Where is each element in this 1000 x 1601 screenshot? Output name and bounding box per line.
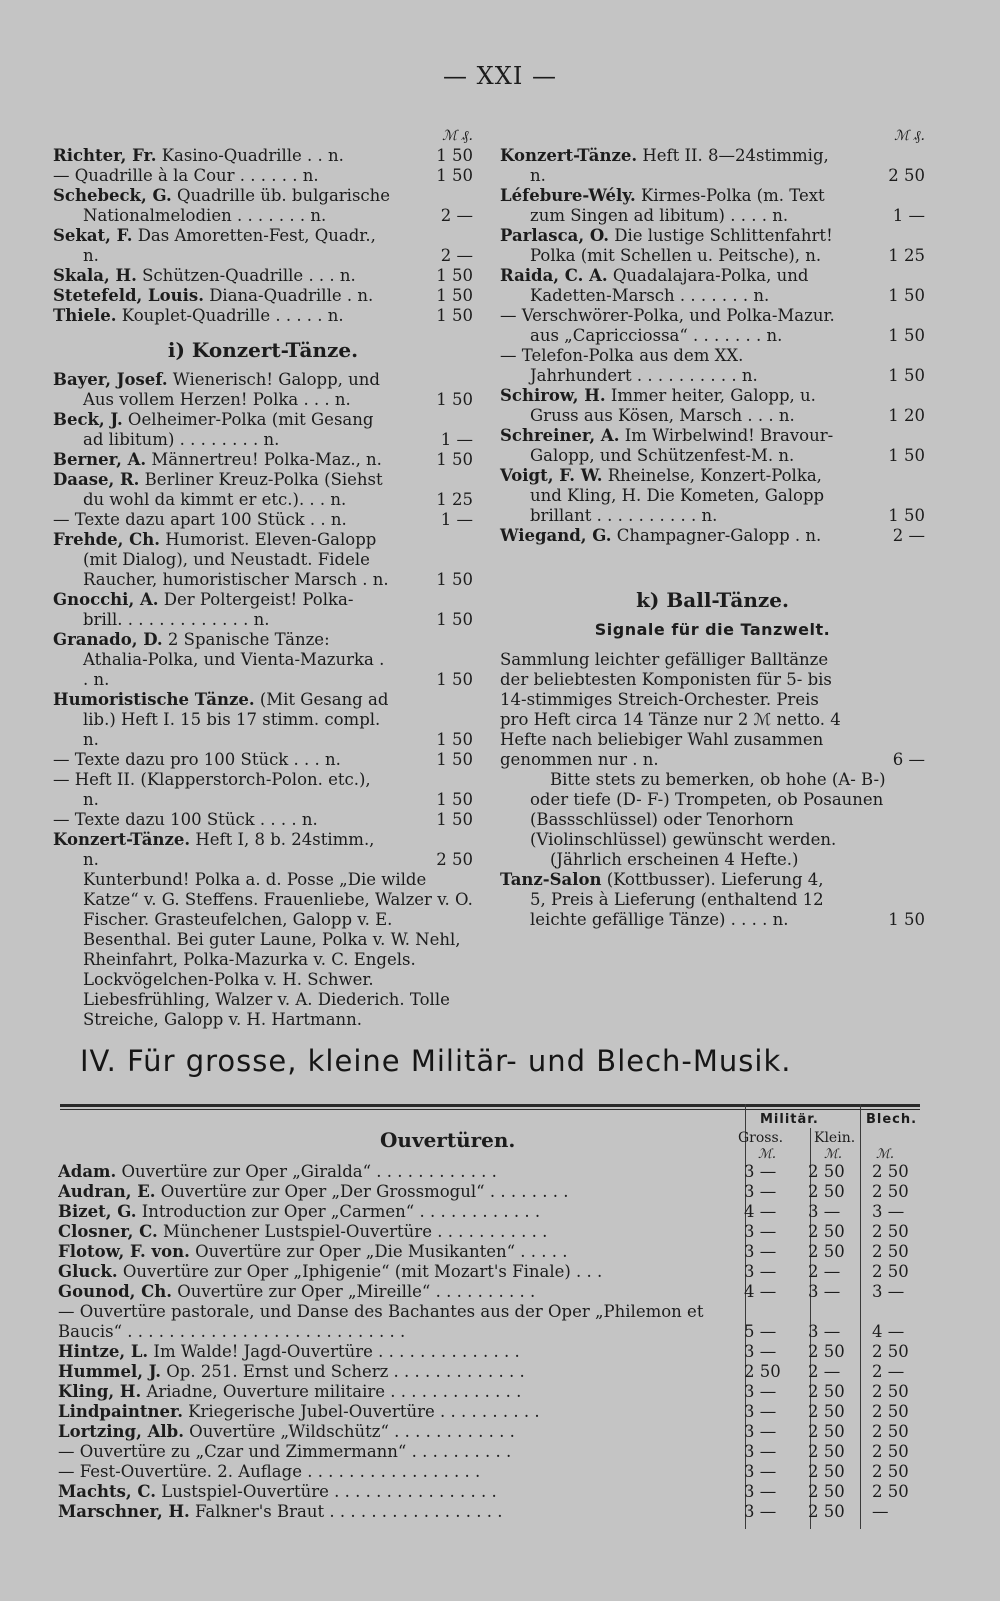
price-blech: 2 50 <box>872 1342 909 1361</box>
entry-name: Stetefeld, Louis. <box>53 286 204 305</box>
price-gross: 3 — <box>744 1162 777 1181</box>
row-title <box>58 1262 728 1282</box>
entry-list-konzert-taenze-cont <box>500 146 925 546</box>
price-klein: 2 50 <box>808 1442 845 1461</box>
entry-text: Immer heiter, Galopp, u. Gruss aus Kösen, Marsch . . . n. <box>530 386 816 425</box>
entry-text: Kasino-Quadrille . . n. <box>156 146 344 165</box>
price-klein: 2 50 <box>808 1462 845 1481</box>
catalog-entry <box>53 146 473 166</box>
ouvertueren-table <box>58 1110 928 1522</box>
entry-price: 1 20 <box>888 406 925 425</box>
catalog-entry <box>53 286 473 306</box>
entry-text: 2 Spanische Tänze: Athalia-Polka, und Vienta-Mazurka . . n. <box>83 630 385 689</box>
price-gross: 4 — <box>744 1202 777 1221</box>
row-title <box>58 1422 728 1442</box>
entry-price: 1 50 <box>436 450 473 469</box>
price-blech: 2 50 <box>872 1462 909 1481</box>
entry-text: Die lustige Schlittenfahrt! Polka (mit Schellen u. Peitsche), n. <box>530 226 833 265</box>
subheader-klein: Klein. <box>814 1130 856 1146</box>
entry-name: Daase, R. <box>53 470 140 489</box>
entry-text: Wienerisch! Galopp, und Aus vollem Herzen! Polka . . . n. <box>83 370 380 409</box>
entry-text: Kirmes-Polka (m. Text zum Singen ad libitum) . . . . n. <box>530 186 825 225</box>
signale-price: 6 — <box>892 750 925 769</box>
table-row <box>58 1262 928 1282</box>
work-title: Ouvertüre zur Oper „Giralda“ . . . . . . . . . . . . <box>116 1162 497 1181</box>
work-title: Ouvertüre „Wildschütz“ . . . . . . . . . . . . <box>183 1422 515 1441</box>
catalog-entry <box>53 530 473 590</box>
entry-name: Konzert-Tänze. <box>500 146 638 165</box>
entry-text: — Texte dazu apart 100 Stück . . n. <box>53 510 347 529</box>
price-blech: 2 50 <box>872 1182 909 1201</box>
entry-price: 2 — <box>440 206 473 225</box>
entry-name: Voigt, F. W. <box>500 466 603 485</box>
catalog-entry <box>53 470 473 510</box>
entry-name: Bayer, Josef. <box>53 370 168 389</box>
entry-name: Tanz-Salon <box>500 870 602 889</box>
group-header-blech: Blech. <box>866 1112 918 1127</box>
entry-price: 1 50 <box>436 266 473 285</box>
price-klein: 2 50 <box>808 1502 845 1521</box>
price-klein: 2 50 <box>808 1342 845 1361</box>
catalog-entry <box>53 510 473 530</box>
catalog-entry <box>53 630 473 690</box>
table-row <box>58 1422 928 1442</box>
catalog-entry <box>500 526 925 546</box>
row-title <box>58 1222 728 1242</box>
catalog-entry <box>500 186 925 226</box>
composer-name: Hummel, J. <box>58 1362 162 1381</box>
entry-price: 1 50 <box>436 670 473 689</box>
entry-price: 2 50 <box>888 166 925 185</box>
entry-name: Parlasca, O. <box>500 226 609 245</box>
entry-text: Quadalajara-Polka, und Kadetten-Marsch . . . . . . . n. <box>530 266 809 305</box>
entry-list-konzert-taenze <box>53 370 473 870</box>
entry-name: Thiele. <box>53 306 117 325</box>
entry-text: — Verschwörer-Polka, und Polka-Mazur. aus „Capricciossa“ . . . . . . . n. <box>500 306 835 345</box>
price-gross: 3 — <box>744 1242 777 1261</box>
row-title <box>58 1302 728 1342</box>
catalog-entry <box>53 410 473 450</box>
entry-text: Rheinelse, Konzert-Polka, und Kling, H. Die Kometen, Galopp brillant . . . . . . . . . . n. <box>530 466 825 525</box>
catalog-entry <box>500 346 925 386</box>
currency-klein: ℳ. <box>824 1147 843 1162</box>
table-row <box>58 1242 928 1262</box>
composer-name: Kling, H. <box>58 1382 142 1401</box>
entry-text: Champagner-Galopp . n. <box>611 526 822 545</box>
entry-name: Richter, Fr. <box>53 146 157 165</box>
row-title <box>58 1482 728 1502</box>
section-iv-title: IV. Für grosse, kleine Militär- und Blech-Musik. <box>80 1044 792 1078</box>
price-blech: 2 50 <box>872 1162 909 1181</box>
work-title: Im Walde! Jagd-Ouvertüre . . . . . . . . . . . . . . <box>148 1342 520 1361</box>
page-number: — XXI — <box>443 62 557 90</box>
price-klein: 2 50 <box>808 1182 845 1201</box>
entry-text: Berliner Kreuz-Polka (Siehst du wohl da kimmt er etc.). . . n. <box>83 470 383 509</box>
entry-name: Berner, A. <box>53 450 147 469</box>
row-title <box>58 1442 728 1462</box>
entry-name: Léfebure-Wély. <box>500 186 636 205</box>
entry-name: Frehde, Ch. <box>53 530 161 549</box>
row-title <box>58 1182 728 1202</box>
catalog-entry <box>53 810 473 830</box>
table-row <box>58 1302 928 1342</box>
table-row <box>58 1162 928 1182</box>
table-row <box>58 1362 928 1382</box>
entry-name: Granado, D. <box>53 630 163 649</box>
table-row <box>58 1462 928 1482</box>
composer-name: Closner, C. <box>58 1222 158 1241</box>
entry-name: Schirow, H. <box>500 386 606 405</box>
price-gross: 3 — <box>744 1262 777 1281</box>
catalog-entry <box>53 770 473 810</box>
price-gross: 3 — <box>744 1422 777 1441</box>
currency-blech: ℳ. <box>876 1147 895 1162</box>
catalog-entry <box>53 306 473 326</box>
entry-text: Im Wirbelwind! Bravour-Galopp, und Schützenfest-M. n. <box>530 426 834 465</box>
catalog-entry <box>53 226 473 266</box>
entry-price: 1 50 <box>888 286 925 305</box>
entry-price: 1 25 <box>436 490 473 509</box>
work-title: Münchener Lustspiel-Ouvertüre . . . . . . . . . . . <box>157 1222 548 1241</box>
entry-name: Beck, J. <box>53 410 123 429</box>
row-title <box>58 1282 728 1302</box>
table-row <box>58 1442 928 1462</box>
price-blech: 2 50 <box>872 1222 909 1241</box>
entry-price: 1 50 <box>436 390 473 409</box>
row-title <box>58 1202 728 1222</box>
entry-price: 1 — <box>440 430 473 449</box>
catalog-entry <box>53 186 473 226</box>
catalog-entry <box>53 690 473 750</box>
price-klein: 2 — <box>808 1362 841 1381</box>
konzert-contents: Kunterbund! Polka a. d. Posse „Die wilde Katze“ v. G. Steffens. Frauenliebe, Walzer v. O. Fischer. Grasteufelchen, Galopp v. E. Besenthal. Bei guter Laune, Polka v. W. Nehl, Rheinfahrt, Polka-Mazurka v. C. Engels. Lockvögelchen-Polka v. H. Schwer. Liebesfrühling, Walzer v. A. Diederich. Tolle Streiche, Galopp v. H. Hartmann. <box>83 870 473 1029</box>
work-title: — Ouvertüre zu „Czar und Zimmermann“ . . . . . . . . . . <box>58 1442 512 1461</box>
composer-name: Adam. <box>58 1162 117 1181</box>
row-title <box>58 1402 728 1422</box>
entry-text: — Telefon-Polka aus dem XX. Jahrhundert . . . . . . . . . . n. <box>500 346 758 385</box>
work-title: Ariadne, Ouverture militaire . . . . . . . . . . . . . <box>141 1382 522 1401</box>
price-blech: 3 — <box>872 1202 905 1221</box>
price-klein: 3 — <box>808 1202 841 1221</box>
entry-price: 1 50 <box>436 750 473 769</box>
price-blech: 2 — <box>872 1362 905 1381</box>
entry-price: 1 50 <box>436 570 473 589</box>
price-gross: 3 — <box>744 1222 777 1241</box>
price-gross: 3 — <box>744 1342 777 1361</box>
work-title: Op. 251. Ernst und Scherz . . . . . . . . . . . . . <box>161 1362 525 1381</box>
catalog-entry <box>53 750 473 770</box>
entry-text: — Quadrille à la Cour . . . . . . n. <box>53 166 319 185</box>
row-title <box>58 1502 728 1522</box>
entry-price: 1 50 <box>436 286 473 305</box>
signale-entry <box>500 650 925 770</box>
price-blech: — <box>872 1502 889 1521</box>
composer-name: Flotow, F. von. <box>58 1242 190 1261</box>
price-klein: 2 50 <box>808 1382 845 1401</box>
entry-name: Schebeck, G. <box>53 186 172 205</box>
entry-text: Das Amoretten-Fest, Quadr., n. <box>83 226 376 265</box>
entry-price: 1 50 <box>436 306 473 325</box>
composer-name: Bizet, G. <box>58 1202 137 1221</box>
entry-price: 1 50 <box>436 730 473 749</box>
entry-text: Der Poltergeist! Polka-brill. . . . . . . . . . . . . n. <box>83 590 354 629</box>
catalog-entry <box>53 266 473 286</box>
price-klein: 2 50 <box>808 1242 845 1261</box>
entry-name: Skala, H. <box>53 266 137 285</box>
composer-name: Gluck. <box>58 1262 118 1281</box>
table-body <box>58 1162 928 1522</box>
work-title: Ouvertüre zur Oper „Der Grossmogul“ . . . . . . . . <box>155 1182 569 1201</box>
entry-name: Gnocchi, A. <box>53 590 159 609</box>
work-title: Ouvertüre zur Oper „Die Musikanten“ . . . . . <box>189 1242 568 1261</box>
work-title: Ouvertüre zur Oper „Iphigenie“ (mit Mozart's Finale) . . . <box>117 1262 603 1281</box>
table-row <box>58 1342 928 1362</box>
price-blech: 2 50 <box>872 1382 909 1401</box>
entry-text: — Texte dazu 100 Stück . . . . n. <box>53 810 318 829</box>
entry-price: 1 25 <box>888 246 925 265</box>
catalog-entry <box>53 370 473 410</box>
entry-text: Männertreu! Polka-Maz., n. <box>146 450 382 469</box>
row-title <box>58 1462 728 1482</box>
entry-price: 2 50 <box>436 850 473 869</box>
row-title <box>58 1162 728 1182</box>
section-title-konzert-taenze: i) Konzert-Tänze. <box>167 338 359 362</box>
table-header <box>58 1110 928 1162</box>
price-gross: 2 50 <box>744 1362 781 1381</box>
price-blech: 2 50 <box>872 1482 909 1501</box>
entry-price: 2 — <box>440 246 473 265</box>
row-title <box>58 1382 728 1402</box>
table-row <box>58 1402 928 1422</box>
table-row <box>58 1182 928 1202</box>
entry-price: 1 50 <box>888 910 925 929</box>
price-blech: 2 50 <box>872 1262 909 1281</box>
entry-price: 1 50 <box>888 506 925 525</box>
price-gross: 3 — <box>744 1402 777 1421</box>
row-title <box>58 1342 728 1362</box>
price-blech: 3 — <box>872 1282 905 1301</box>
price-blech: 2 50 <box>872 1402 909 1421</box>
price-klein: 2 50 <box>808 1422 845 1441</box>
catalog-entry <box>500 266 925 306</box>
table-row <box>58 1502 928 1522</box>
entry-text: Schützen-Quadrille . . . n. <box>136 266 356 285</box>
entry-name: Sekat, F. <box>53 226 133 245</box>
entry-price: 1 50 <box>436 166 473 185</box>
entry-text: Kouplet-Quadrille . . . . . n. <box>116 306 344 325</box>
entry-text: Diana-Quadrille . n. <box>203 286 374 305</box>
group-header-militaer: Militär. <box>760 1112 819 1127</box>
work-title: Kriegerische Jubel-Ouvertüre . . . . . . . . . . <box>182 1402 540 1421</box>
section-title-ball-taenze: k) Ball-Tänze. <box>636 588 789 612</box>
composer-name: Audran, E. <box>58 1182 156 1201</box>
catalog-entry <box>500 306 925 346</box>
entry-name: Wiegand, G. <box>500 526 612 545</box>
entry-text: (Mit Gesang ad lib.) Heft I. 15 bis 17 stimm. compl. n. <box>83 690 389 749</box>
entry-price: 1 50 <box>436 810 473 829</box>
catalog-entry <box>500 226 925 266</box>
catalog-entry <box>53 166 473 186</box>
entry-text: Quadrille üb. bulgarische Nationalmelodien . . . . . . . n. <box>83 186 391 225</box>
price-gross: 5 — <box>744 1322 777 1341</box>
work-title: Falkner's Braut . . . . . . . . . . . . . . . . . <box>189 1502 503 1521</box>
row-title <box>58 1362 728 1382</box>
composer-name: Marschner, H. <box>58 1502 190 1521</box>
entry-name: Schreiner, A. <box>500 426 620 445</box>
right-column <box>500 126 925 930</box>
price-klein: 3 — <box>808 1282 841 1301</box>
composer-name: Lortzing, Alb. <box>58 1422 184 1441</box>
price-blech: 2 50 <box>872 1242 909 1261</box>
price-klein: 2 50 <box>808 1482 845 1501</box>
entry-price: 1 50 <box>436 790 473 809</box>
entry-text: Heft II. 8—24stimmig, n. <box>530 146 829 185</box>
entry-text: Humorist. Eleven-Galopp (mit Dialog), und Neustadt. Fidele Raucher, humoristischer Marsch . n. <box>83 530 389 589</box>
composer-name: Lindpaintner. <box>58 1402 183 1421</box>
composer-name: Hintze, L. <box>58 1342 149 1361</box>
catalog-entry <box>53 450 473 470</box>
row-title <box>58 1242 728 1262</box>
entry-price: 1 50 <box>436 146 473 165</box>
entry-text: — Texte dazu pro 100 Stück . . . n. <box>53 750 341 769</box>
catalog-entry <box>500 426 925 466</box>
divider-rule <box>60 1104 920 1107</box>
signale-text: Sammlung leichter gefälliger Balltänze der beliebtesten Komponisten für 5- bis 14-stimmiges Streich-Orchester. Preis pro Heft circa 14 Tänze nur 2 ℳ netto. 4 Hefte nach beliebiger Wahl zusammen genommen nur . n. <box>500 650 841 769</box>
entry-price: 1 — <box>440 510 473 529</box>
table-row <box>58 1282 928 1302</box>
price-klein: 2 — <box>808 1262 841 1281</box>
table-row <box>58 1222 928 1242</box>
ordering-note: Bitte stets zu bemerken, ob hohe (A- B-) oder tiefe (D- F-) Trompeten, ob Posaunen (Bassschlüssel) oder Tenorhorn (Violinschlüssel) gewünscht werden. <box>530 770 886 849</box>
table-row <box>58 1382 928 1402</box>
price-klein: 2 50 <box>808 1162 845 1181</box>
price-blech: 4 — <box>872 1322 905 1341</box>
catalog-entry <box>500 466 925 526</box>
entry-text: — Heft II. (Klapperstorch-Polon. etc.), n. <box>53 770 371 809</box>
composer-name: Machts, C. <box>58 1482 156 1501</box>
table-row <box>58 1202 928 1222</box>
currency-gross: ℳ. <box>758 1147 777 1162</box>
price-gross: 3 — <box>744 1482 777 1501</box>
work-title: Ouvertüre zur Oper „Mireille“ . . . . . . . . . . <box>172 1282 536 1301</box>
entry-price: 1 — <box>892 206 925 225</box>
price-gross: 4 — <box>744 1282 777 1301</box>
currency-header: ℳ ₰. <box>894 128 925 144</box>
entry-price: 1 50 <box>888 366 925 385</box>
price-gross: 3 — <box>744 1462 777 1481</box>
price-klein: 2 50 <box>808 1222 845 1241</box>
entry-list-quadrilles <box>53 146 473 326</box>
entry-price: 2 — <box>892 526 925 545</box>
price-gross: 3 — <box>744 1502 777 1521</box>
entry-text: Heft I, 8 b. 24stimm., n. <box>83 830 375 869</box>
work-title: Lustspiel-Ouvertüre . . . . . . . . . . . . . . . . <box>156 1482 497 1501</box>
catalog-entry <box>53 590 473 630</box>
table-title: Ouvertüren. <box>380 1128 516 1152</box>
price-klein: 3 — <box>808 1322 841 1341</box>
work-title: — Ouvertüre pastorale, und Danse des Bachantes aus der Oper „Philemon et Baucis“ . . . . . . . . . . . . . . . . . . . . . . . . . . . <box>58 1302 704 1341</box>
currency-header: ℳ ₰. <box>442 128 473 144</box>
ordering-note-2: (Jährlich erscheinen 4 Hefte.) <box>550 850 799 869</box>
entry-name: Raida, C. A. <box>500 266 608 285</box>
entry-price: 1 50 <box>888 446 925 465</box>
entry-price: 1 50 <box>436 610 473 629</box>
entry-price: 1 50 <box>888 326 925 345</box>
signale-title: Signale für die Tanzwelt. <box>594 620 831 639</box>
left-column <box>53 126 473 1030</box>
price-gross: 3 — <box>744 1382 777 1401</box>
catalog-entry <box>53 830 473 870</box>
work-title: Introduction zur Oper „Carmen“ . . . . . . . . . . . . <box>136 1202 541 1221</box>
tanz-salon-entry <box>500 870 925 930</box>
price-gross: 3 — <box>744 1442 777 1461</box>
table-row <box>58 1482 928 1502</box>
price-blech: 2 50 <box>872 1442 909 1461</box>
catalog-entry <box>500 146 925 186</box>
composer-name: Gounod, Ch. <box>58 1282 172 1301</box>
entry-text: (Kottbusser). Lieferung 4, 5, Preis à Lieferung (enthaltend 12 leichte gefällige Tänze) . . . . n. <box>530 870 824 929</box>
entry-name: Humoristische Tänze. <box>53 690 255 709</box>
subheader-gross: Gross. <box>738 1130 784 1146</box>
price-blech: 2 50 <box>872 1422 909 1441</box>
price-gross: 3 — <box>744 1182 777 1201</box>
entry-text: Oelheimer-Polka (mit Gesang ad libitum) . . . . . . . . n. <box>83 410 374 449</box>
catalog-entry <box>500 386 925 426</box>
entry-name: Konzert-Tänze. <box>53 830 191 849</box>
price-klein: 2 50 <box>808 1402 845 1421</box>
work-title: — Fest-Ouvertüre. 2. Auflage . . . . . . . . . . . . . . . . . <box>58 1462 481 1481</box>
